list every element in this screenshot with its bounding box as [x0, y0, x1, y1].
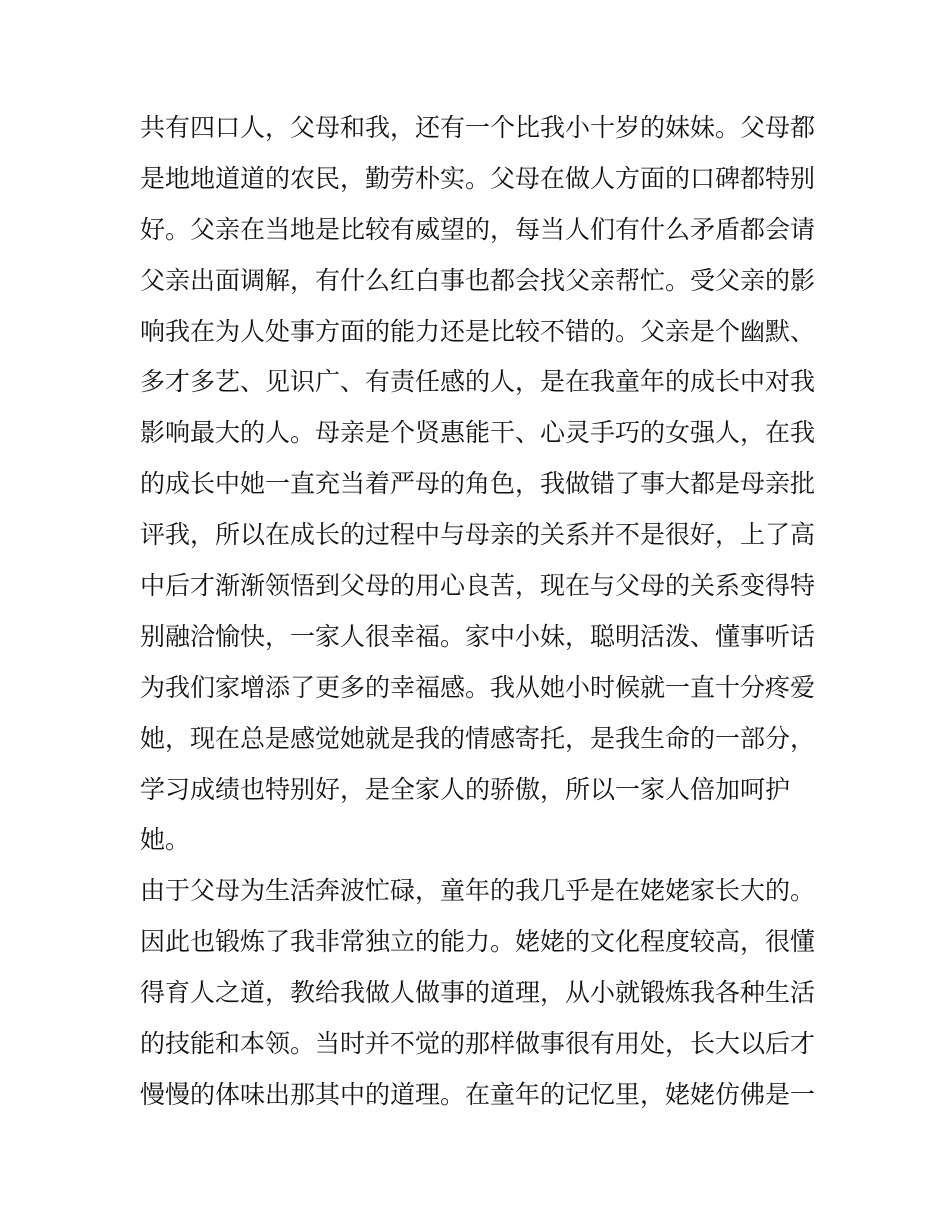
- text-line: 别融洽愉快，一家人很幸福。家中小妹，聪明活泼、懂事听话: [140, 621, 816, 651]
- text-line: 共有四口人，父母和我，还有一个比我小十岁的妹妹。父母都: [140, 113, 816, 142]
- text-line: 因此也锻炼了我非常独立的能力。姥姥的文化程度较高，很懂: [140, 927, 816, 957]
- text-line: 好。父亲在当地是比较有威望的，每当人们有什么矛盾都会请: [140, 214, 816, 244]
- text-line: 的成长中她一直充当着严母的角色，我做错了事大都是母亲批: [140, 469, 816, 499]
- text-line: 由于父母为生活奔波忙碌，童年的我几乎是在姥姥家长大的。: [140, 876, 816, 906]
- text-line: 中后才渐渐领悟到父母的用心良苦，现在与父母的关系变得特: [140, 571, 816, 601]
- text-line: 多才多艺、见识广、有责任感的人，是在我童年的成长中对我: [140, 367, 816, 397]
- text-line: 评我，所以在成长的过程中与母亲的关系并不是很好，上了高: [140, 520, 816, 550]
- paragraph-1: [140, 103, 820, 866]
- text-line: 学习成绩也特别好，是全家人的骄傲，所以一家人倍加呵护: [140, 774, 791, 804]
- text-line: 得育人之道，教给我做人做事的道理，从小就锻炼我各种生活: [140, 978, 816, 1008]
- text-line: 是地地道道的农民，勤劳朴实。父母在做人方面的口碑都特别: [140, 163, 816, 193]
- text-line: 父亲出面调解，有什么红白事也都会找父亲帮忙。受父亲的影: [140, 265, 816, 295]
- text-line: 她，现在总是感觉她就是我的情感寄托，是我生命的一部分，: [140, 723, 816, 753]
- text-line: 为我们家增添了更多的幸福感。我从她小时候就一直十分疼爱: [140, 672, 816, 702]
- text-line: 的技能和本领。当时并不觉的那样做事很有用处，长大以后才: [140, 1029, 816, 1059]
- text-line: 慢慢的体味出那其中的道理。在童年的记忆里，姥姥仿佛是一: [140, 1079, 816, 1109]
- paragraph-2: [140, 866, 820, 1120]
- document-body: [140, 103, 820, 1121]
- text-line: 她。: [140, 825, 191, 855]
- text-line: 响我在为人处事方面的能力还是比较不错的。父亲是个幽默、: [140, 316, 816, 346]
- text-line: 影响最大的人。母亲是个贤惠能干、心灵手巧的女强人，在我: [140, 418, 816, 448]
